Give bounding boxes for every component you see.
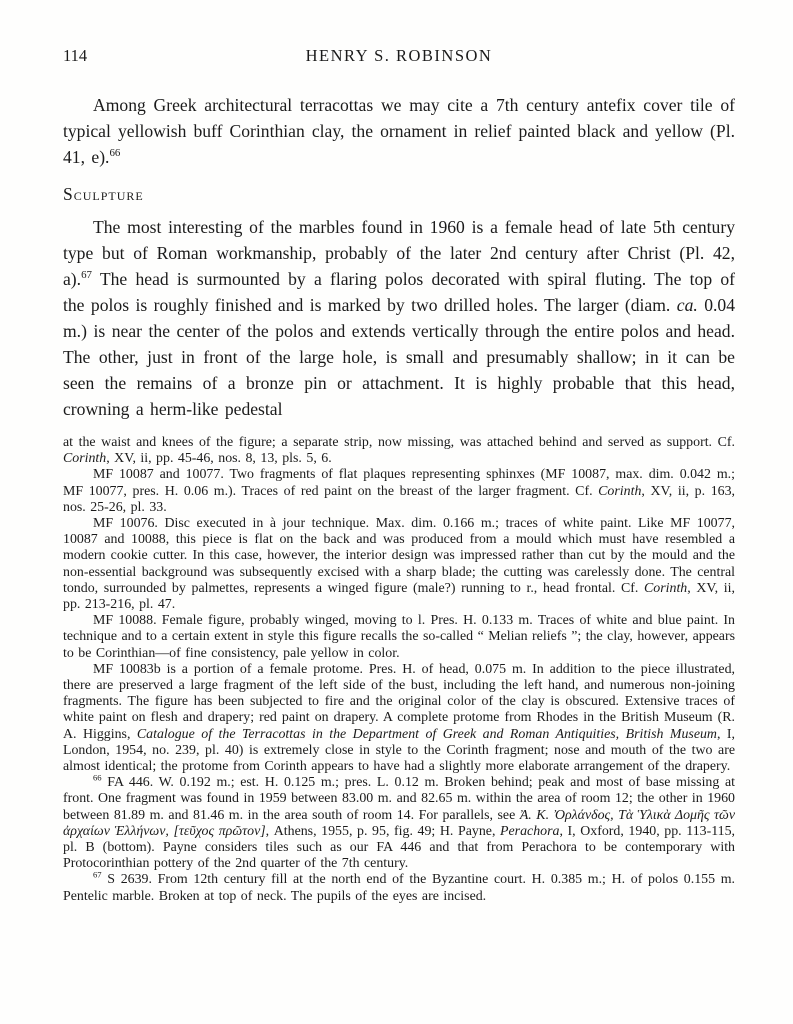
running-header <box>63 46 735 68</box>
footnote-ref-66: 66 <box>109 147 121 160</box>
footnote-67-text: S 2639. From 12th century fill at the north end of the Byzantine court. H. 0.385 m.; H. of polos 0.155 m. Pentelic marble. Broken at top of neck. The pupils of the eyes are incised. <box>63 872 735 904</box>
paragraph-sculpture <box>63 214 735 422</box>
footnote-66-text: FA 446. W. 0.192 m.; est. H. 0.125 m.; pres. L. 0.12 m. Broken behind; peak and most of base missing at front. One fragment was found in 1959 between 83.00 m. and 82.65 m. within the area of room 12; the other in 1960 between 81.89 m. and 81.46 m. in the area south of room 14. For parallels, see <box>63 775 735 823</box>
footnote-66-end: , I, Oxford, 1940, pp. 113-115, pl. B (bottom). Payne considers tiles such as our FA 446 and that from Perachora to be contemporary with Protocorinthian pottery of the 2nd quarter of the 7th century. <box>63 823 736 872</box>
footnote-mf10087 <box>63 467 735 516</box>
footnote-continuation <box>63 435 735 467</box>
paragraph-terracottas <box>63 92 735 170</box>
greek-citation: Ἀ. Κ. Ὀρλάνδος, Τὰ Ὑλικὰ Δομῆς τῶν ἀρχαίων Ἑλλήνων, [τεῦχος πρῶτον] <box>63 807 735 839</box>
running-header-author: HENRY S. ROBINSON <box>305 46 493 65</box>
paragraph-sculpture-seg3: 0.04 m.) is near the center of the polos and extends vertically through the entire polos and head. The other, just in front of the large hole, is small and presumably shallow; in it can be seen the remains of a bronze pin or attachment. It is highly probable that this head, crowning a herm-like pedestal <box>63 295 736 419</box>
footnote-mf10076-cite: , XV, ii, pp. 213-216, pl. 47. <box>63 580 736 613</box>
paragraph-sculpture-seg2: The head is surmounted by a flaring polos decorated with spiral fluting. The top of the polos is roughly finished and is marked by two drilled holes. The larger (diam. <box>63 269 735 315</box>
higgins-title-italic: Catalogue of the Terracottas in the Department of Greek and Roman Antiquities, British Museum <box>136 726 717 742</box>
paragraph-sculpture-seg1: The most interesting of the marbles found in 1960 is a female head of late 5th century type but of Roman workmanship, probably of the later 2nd century after Christ (Pl. 42, a). <box>63 217 735 289</box>
paragraph-terracottas-text: Among Greek architectural terracottas we may cite a 7th century antefix cover tile of typical yellowish buff Corinthian clay, the ornament in relief painted black and yellow (Pl. 41, e). <box>63 95 735 167</box>
footnote-67 <box>63 869 735 904</box>
footnote-mf10083b <box>63 662 735 775</box>
corinth-italic: Corinth <box>644 580 688 596</box>
footnote-66 <box>63 772 736 872</box>
footnote-mf10083b-text: MF 10083b is a portion of a female protome. Pres. H. of head, 0.075 m. In addition to the piece illustrated, there are preserved a large fragment of the left side of the bust, including the left hand, and numerous non-joining fragments. The figure has been subjected to fire and the original color of the clay is obscured. Extensive traces of white paint on flesh and drapery; red paint on drapery. A complete protome from Rhodes in the British Museum (R. A. Higgins, <box>63 661 735 742</box>
footnotes-block <box>63 435 735 905</box>
footnote-continuation-text: at the waist and knees of the figure; a separate strip, now missing, was attached behind and served as support. Cf. <box>63 435 735 450</box>
corinth-italic: Corinth <box>598 483 642 499</box>
perachora-italic: Perachora <box>500 823 560 839</box>
footnote-ref-67: 67 <box>81 269 92 282</box>
main-text-block <box>63 92 735 422</box>
footnote-mf10076 <box>63 516 735 613</box>
footnote-mf10088-text: MF 10088. Female figure, probably winged, moving to l. Pres. H. 0.133 m. Traces of white and blue paint. In technique and to a certain extent in style this figure recalls the so-called “ Melian reliefs ”; the clay, however, appears to be Corinthian—of fine consistency, pale yellow in color. <box>63 613 735 661</box>
section-heading-sculpture: Sculpture <box>63 184 144 204</box>
footnote-66-mid: , Athens, 1955, p. 95, fig. 49; H. Payne, <box>265 823 501 839</box>
footnote-mf10087-cite: , XV, ii, p. 163, nos. 25-26, pl. 33. <box>63 483 735 515</box>
footnote-mf10088 <box>63 613 735 662</box>
corinth-italic: Corinth <box>63 451 107 467</box>
footnote-66-marker: 66 <box>93 772 102 783</box>
footnote-continuation-cite: , XV, ii, pp. 45-46, nos. 8, 13, pls. 5, 6. <box>106 451 332 467</box>
footnote-67-marker: 67 <box>93 869 102 880</box>
footnote-mf10076-text: MF 10076. Disc executed in à jour technique. Max. dim. 0.166 m.; traces of white paint. Like MF 10077, 10087 and 10088, this piece is flat on the back and was produced from a mould which must have resembled a modern cookie cutter. In this case, however, the interior design was impressed rather than cut by the mould and the non-essential background was subsequently excised with a sharp blade; the cutting was carelessly done. The central tondo, surrounded by palmettes, represents a winged figure (male?) running to r., head frontal. Cf. <box>63 516 735 596</box>
paragraph-sculpture-ca-italic: ca. <box>676 295 698 315</box>
footnote-mf10087-text: MF 10087 and 10077. Two fragments of flat plaques representing sphinxes (MF 10087, max. dim. 0.042 m.; MF 10077, pres. H. 0.06 m.). Traces of red paint on the breast of the larger fragment. Cf. <box>63 467 735 499</box>
footnote-mf10083b-cite: , I, London, 1954, no. 239, pl. 40) is extremely close in style to the Corinth fragment; nose and mouth of the two are almost identical; the protome from Corinth appears to have had a slightly more elaborate arrangement of the drapery. <box>63 726 736 775</box>
page-number: 114 <box>63 46 88 65</box>
